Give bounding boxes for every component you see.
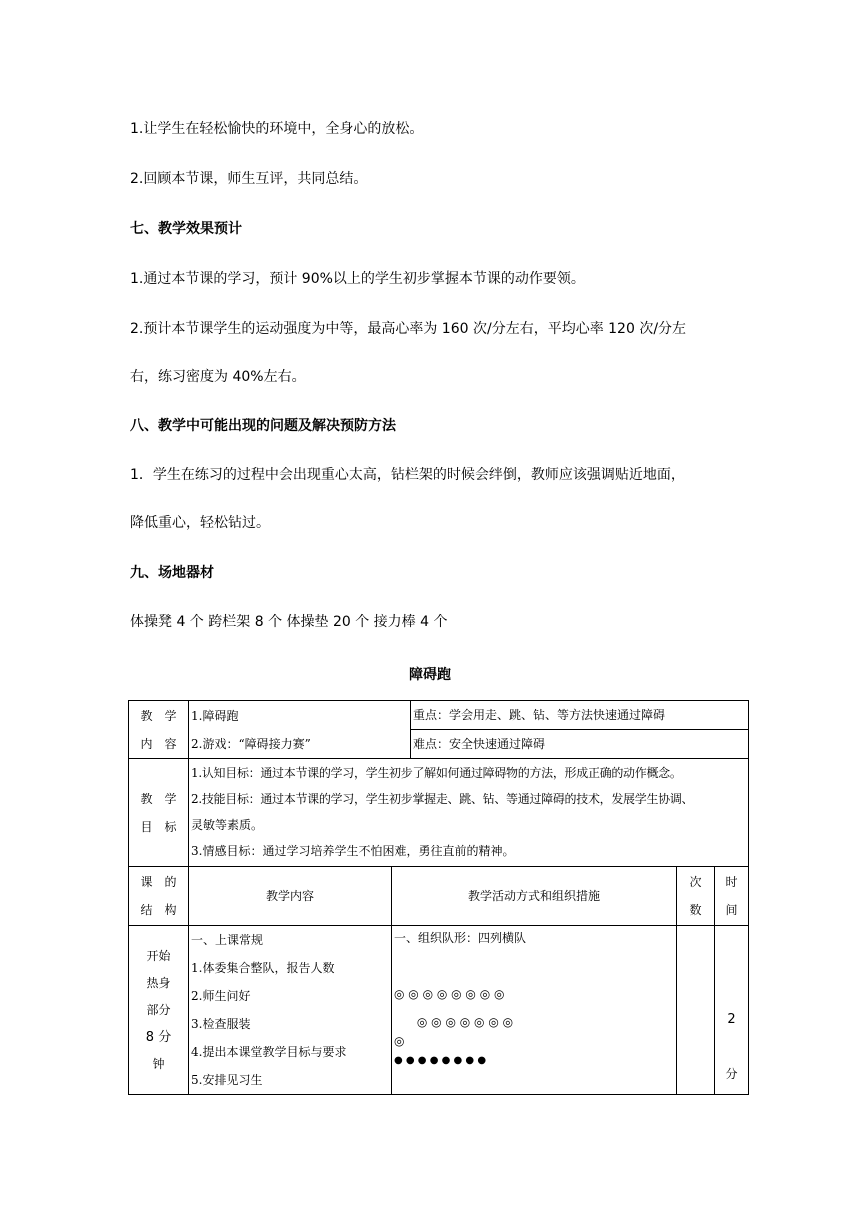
section-heading: 八、教学中可能出现的问题及解决预防方法: [130, 418, 396, 434]
content-item: 5.安排见习生: [191, 1073, 263, 1087]
row-label: [129, 701, 189, 759]
header-line: 间: [725, 903, 738, 917]
text-line: 1．学生在练习的过程中会出现重心太高，钻栏架的时候会绊倒，教师应该强调贴近地面，: [130, 467, 685, 483]
table-header-row: [129, 867, 749, 926]
header-structure: [129, 867, 189, 926]
part-label: [129, 926, 189, 1095]
content-item: 2.游戏：“障碍接力赛”: [191, 737, 311, 751]
difficulty-cell: 难点：安全快速通过障碍: [411, 730, 749, 759]
text-line: 2.回顾本节课，师生互评，共同总结。: [130, 171, 368, 187]
header-line: 数: [689, 903, 702, 917]
goals-cell: [189, 759, 749, 867]
header-line: 课 的: [140, 875, 177, 889]
content-item: 一、上课常规: [191, 933, 264, 947]
header-line: 时: [725, 875, 738, 889]
part-label-line: 钟: [152, 1056, 165, 1071]
content-item: 1.障碍跑: [191, 709, 239, 723]
section-heading: 七、教学效果预计: [130, 221, 242, 237]
organization-title: 一、组织队形：四列横队: [394, 931, 527, 945]
table-title: 障碍跑: [409, 667, 451, 683]
formation-row: ◎: [394, 1034, 405, 1048]
table-row: [129, 926, 749, 1095]
row-label-line: 内 容: [140, 736, 177, 751]
lesson-plan-table: [128, 700, 749, 1095]
table-row: [129, 701, 749, 730]
text-line: 1.通过本节课的学习，预计 90%以上的学生初步掌握本节课的动作要领。: [130, 271, 585, 287]
header-times: [677, 867, 715, 926]
goal-item: 3.情感目标：通过学习培养学生不怕困难，勇往直前的精神。: [191, 844, 515, 858]
content-item: 1.体委集合整队，报告人数: [191, 961, 335, 975]
table-row: [129, 759, 749, 867]
text-line: 1.让学生在轻松愉快的环境中，全身心的放松。: [130, 121, 424, 137]
organization-cell: [392, 926, 677, 1095]
goal-item: 1.认知目标：通过本节课的学习，学生初步了解如何通过障碍物的方法，形成正确的动作概念。: [191, 766, 682, 780]
content-item: 2.师生问好: [191, 989, 251, 1003]
text-line: 右，练习密度为 40%左右。: [130, 369, 306, 385]
content-cell: [189, 701, 411, 759]
header-activity: 教学活动方式和组织措施: [392, 867, 677, 926]
formation-row: ● ● ● ● ● ● ● ●: [394, 1055, 487, 1066]
header-content: 教学内容: [189, 867, 392, 926]
content-cell: [189, 926, 392, 1095]
header-time: [715, 867, 749, 926]
key-point-cell: 重点：学会用走、跳、钻、等方法快速通过障碍: [411, 701, 749, 730]
header-line: 次: [689, 875, 702, 889]
content-item: 4.提出本课堂教学目标与要求: [191, 1045, 347, 1059]
part-label-line: 热身: [146, 975, 171, 990]
time-cell: [715, 926, 749, 1095]
formation-row: ◎ ◎ ◎ ◎ ◎ ◎ ◎: [394, 1015, 514, 1029]
header-line: 结 构: [140, 903, 177, 917]
content-item: 3.检查服装: [191, 1017, 251, 1031]
row-label: [129, 759, 189, 867]
part-label-line: 部分: [146, 1002, 171, 1017]
row-label-line: 教 学: [140, 708, 177, 723]
formation-row: ◎ ◎ ◎ ◎ ◎ ◎ ◎ ◎: [394, 987, 505, 1001]
text-line: 2.预计本节课学生的运动强度为中等，最高心率为 160 次/分左右，平均心率 120 次/分左: [130, 321, 687, 337]
row-label-line: 教 学: [140, 791, 177, 806]
row-label-line: 目 标: [140, 819, 177, 834]
part-label-line: 开始: [146, 948, 171, 963]
times-cell: [677, 926, 715, 1095]
time-unit: 分: [725, 1067, 738, 1081]
goal-item: 2.技能目标：通过本节课的学习，学生初步掌握走、跳、钻、等通过障碍的技术，发展学生协调、: [191, 792, 694, 806]
equipment-line: 体操凳 4 个 跨栏架 8 个 体操垫 20 个 接力棒 4 个: [130, 614, 448, 630]
section-heading: 九、场地器材: [130, 565, 214, 581]
goal-item: 灵敏等素质。: [191, 818, 264, 832]
text-line: 降低重心，轻松钻过。: [130, 515, 270, 531]
part-label-line: 8 分: [145, 1029, 172, 1045]
time-value: 2: [727, 1012, 736, 1027]
